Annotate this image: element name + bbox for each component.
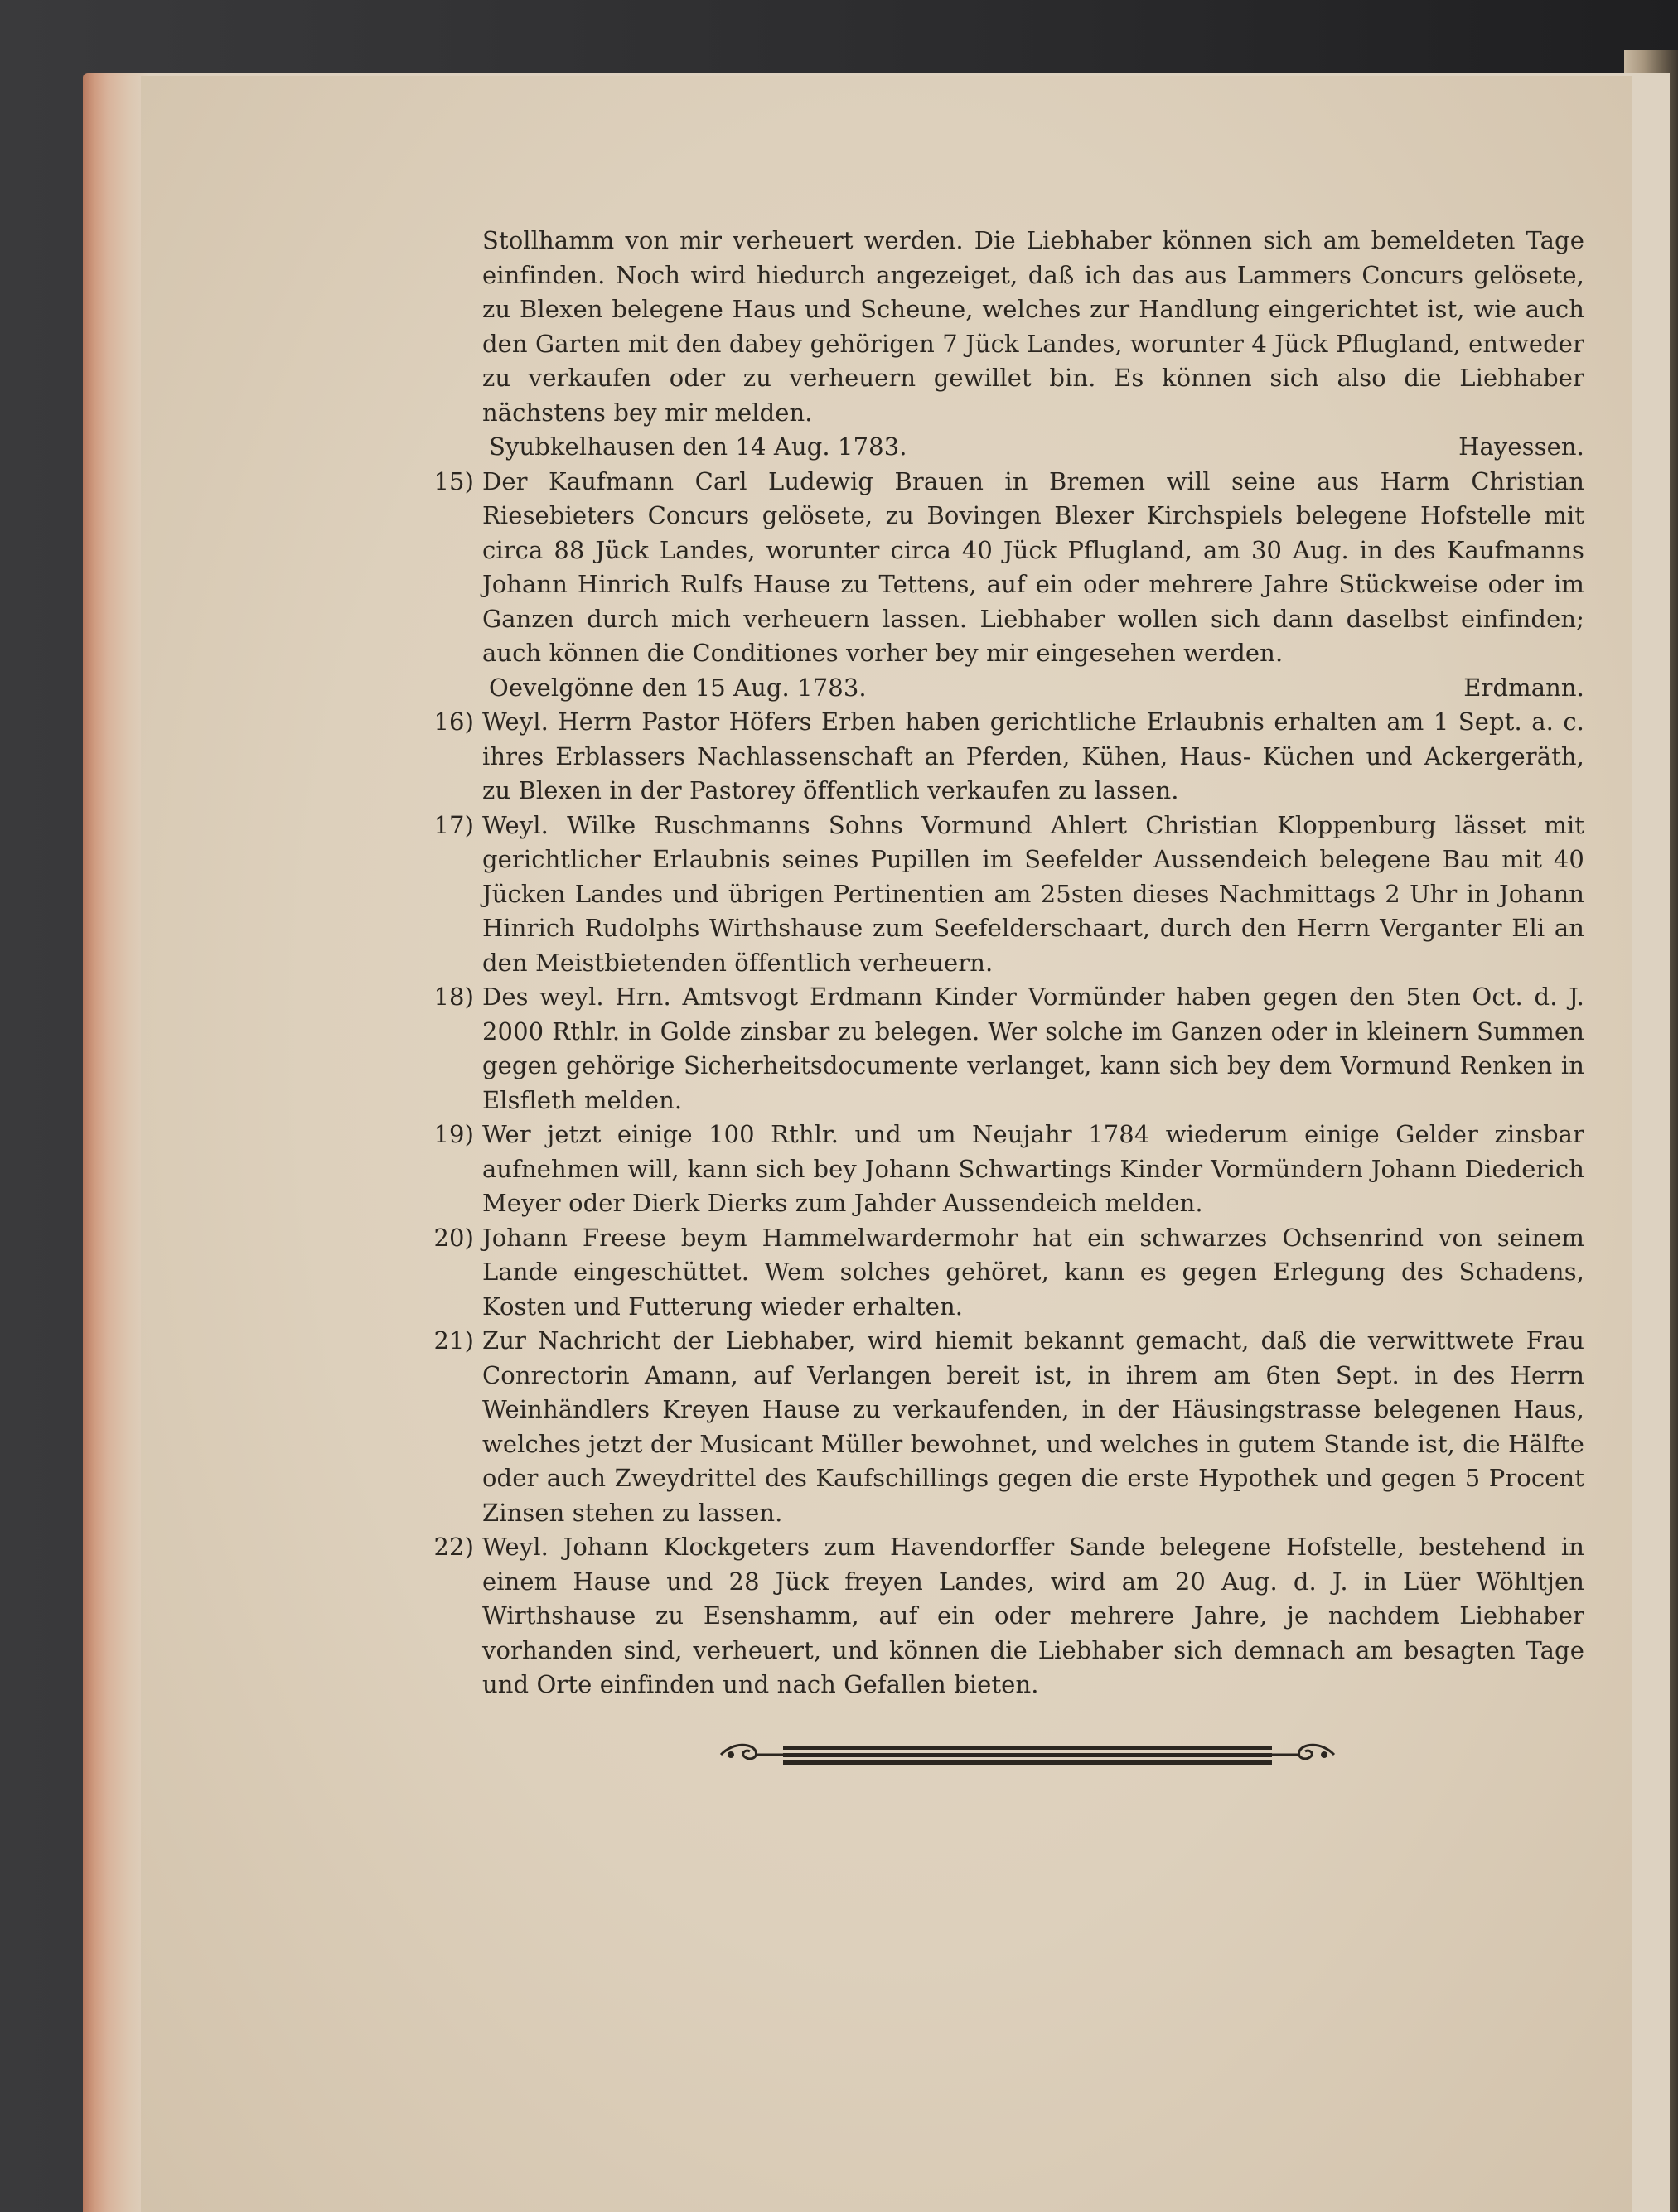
entry-text: Wer jetzt einige 100 Rthlr. und um Neujahr 1784 wiederum einige Gelder zinsbar aufnehmen will, kann sich bey Johann Schwartings Kinder Vormündern Johann Diederich Meyer oder Dierk Dierks zum Jahder Aussendeich melden. <box>482 1120 1584 1217</box>
entry-number: 17) <box>433 810 474 839</box>
entry-number: 20) <box>433 1223 474 1252</box>
entry-number: 15) <box>433 466 474 495</box>
entry-number: 18) <box>433 983 474 1011</box>
entry-text: Johann Freese beym Hammelwardermohr hat ein schwarzes Ochsenrind von seinem Lande eingeschüttet. Wem solches gehöret, kann es gegen Erlegung des Schadens, Kosten und Futterung wieder erhalten. <box>482 1223 1584 1321</box>
signature-name: Hayessen. <box>1458 432 1584 461</box>
entry-text: Der Kaufmann Carl Ludewig Brauen in Bremen will seine aus Harm Christian Riesebieters Concurs gelösete, zu Bovingen Blexer Kirchspiels belegene Hofstelle mit circa 88 Jück Landes, worunter circa 40 Jück Pflugland, am 30 Aug. in des Kaufmanns Johann Hinrich Rulfs Hause zu Tettens, auf ein oder mehrere Jahre Stückweise oder im Ganzen durch mich verheuern lassen. Liebhaber wollen sich dann daselbst einfinden; auch können die Conditiones vorher bey mir eingesehen werden. <box>482 466 1584 667</box>
entry-number: 16) <box>433 708 474 736</box>
entry-signature <box>482 671 1584 706</box>
page-text <box>433 224 1584 1702</box>
decorative-rule-icon <box>713 1738 1342 1771</box>
notice-entry-18 <box>433 980 1584 1118</box>
notice-entry-15 <box>433 465 1584 706</box>
continuation-paragraph: Stollhamm von mir verheuert werden. Die Liebhaber können sich am bemeldeten Tage einfinden. Noch wird hiedurch angezeiget, daß ich das aus Lammers Concurs gelösete, zu Blexen belegene Haus und Scheune, welches zur Handlung eingerichtet ist, wie auch den Garten mit den dabey gehörigen 7 Jück Landes, worunter 4 Jück Pflugland, entweder zu verkaufen oder zu verheuern gewillet bin. Es können sich also die Liebhaber nächstens bey mir melden. <box>482 226 1584 427</box>
signature-place-date: Oevelgönne den 15 Aug. 1783. <box>489 673 867 702</box>
notice-entry-20 <box>433 1221 1584 1325</box>
notice-entry-22 <box>433 1530 1584 1702</box>
notice-entry-17 <box>433 809 1584 981</box>
signature-name: Erdmann. <box>1463 673 1584 702</box>
notice-entry-16 <box>433 705 1584 809</box>
entry-text: Weyl. Herrn Pastor Höfers Erben haben gerichtliche Erlaubnis erhalten am 1 Sept. a. c. ihres Erblassers Nachlassenschaft an Pferden, Kühen, Haus- Küchen und Ackergeräth, zu Blexen in der Pastorey öffentlich verkaufen zu lassen. <box>482 708 1584 804</box>
entry-number: 21) <box>433 1326 474 1355</box>
notice-entry-19 <box>433 1118 1584 1221</box>
entry-number: 22) <box>433 1533 474 1561</box>
entry-text: Zur Nachricht der Liebhaber, wird hiemit bekannt gemacht, daß die verwittwete Frau Conrectorin Amann, auf Verlangen bereit ist, in ihrem am 6ten Sept. in des Herrn Weinhändlers Kreyen Hause zu verkaufenden, in der Häusingstrasse belegenen Haus, welches jetzt der Musicant Müller bewohnet, und welches in gutem Stande ist, die Hälfte oder auch Zweydrittel des Kaufschillings gegen die erste Hypothek und gegen 5 Procent Zinsen stehen zu lassen. <box>482 1326 1584 1527</box>
notice-entry-21 <box>433 1324 1584 1530</box>
entry-number: 19) <box>433 1120 474 1148</box>
signature-place-date: Syubkelhausen den 14 Aug. 1783. <box>489 432 907 461</box>
entry-text: Weyl. Wilke Ruschmanns Sohns Vormund Ahlert Christian Kloppenburg lässet mit gerichtlicher Erlaubnis seines Pupillen im Seefelder Aussendeich belegene Bau mit 40 Jücken Landes und übrigen Pertinentien am 25sten dieses Nachmittags 2 Uhr in Johann Hinrich Rudolphs Wirthshause zum Seefelderschaart, durch den Herrn Verganter Eli an den Meistbietenden öffentlich verheuern. <box>482 810 1584 977</box>
entry-text: Des weyl. Hrn. Amtsvogt Erdmann Kinder Vormünder haben gegen den 5ten Oct. d. J. 2000 Rthlr. in Golde zinsbar zu belegen. Wer solche im Ganzen oder in kleinern Summen gegen gehörige Sicherheitsdocumente verlanget, kann sich bey dem Vormund Renken in Elsfleth melden. <box>482 983 1584 1114</box>
entry-text: Weyl. Johann Klockgeters zum Havendorffer Sande belegene Hofstelle, bestehend in einem Hause und 28 Jück freyen Landes, wird am 20 Aug. d. J. in Lüer Wöhltjen Wirthshause zu Esenshamm, auf ein oder mehrere Jahre, je nachdem Liebhaber vorhanden sind, verheuert, und können die Liebhaber sich demnach am besagten Tage und Orte einfinden und nach Gefallen bieten. <box>482 1533 1584 1698</box>
continuation-signature <box>482 430 1584 465</box>
